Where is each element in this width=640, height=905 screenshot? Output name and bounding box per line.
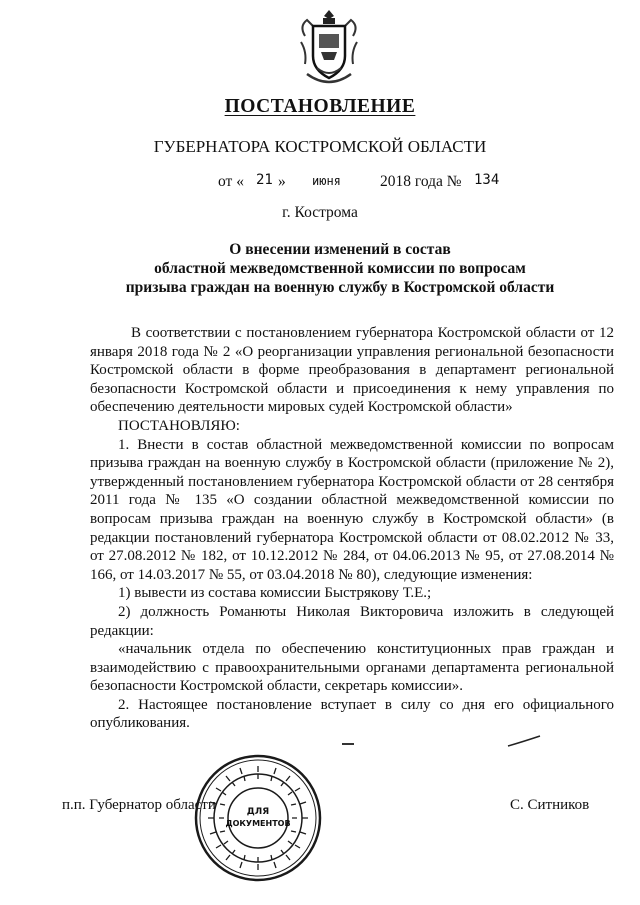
document-body	[90, 324, 614, 733]
resolve-word: ПОСТАНОВЛЯЮ:	[118, 417, 240, 434]
date-day: 21	[256, 172, 273, 188]
date-year: 2018 года №	[380, 173, 462, 190]
quoted-position: «начальник отдела по обеспечению конституционных прав граждан и взаимодействию с правоохранительными органами департамента региональной безопасности Костромской области, секретарь комиссии».	[90, 641, 614, 695]
document-number: 134	[474, 172, 500, 188]
seal-center-line2: ДОКУМЕНТОВ	[225, 819, 291, 828]
signatory-name: С. Ситников	[510, 797, 590, 813]
coat-of-arms-icon	[297, 8, 361, 86]
item-1: 1. Внести в состав областной межведомственной комиссии по вопросам призыва граждан на военную службу в Костромской области (приложение № 2), утвержденный постановлением губернатора Костромской области от 28 сентября 2011 года № 135 «О создании областной межведомственной комиссии по вопросам призыва граждан на военную службу в Костромской области» (в редакции постановлений губернатора Костромской области от 08.02.2012 № 33, от 27.08.2012 № 182, от 10.12.2012 № 284, от 04.06.2013 № 95, от 27.08.2014 № 166, от 14.03.2017 № 55, от 03.04.2018 № 80), следующие изменения:	[90, 436, 614, 583]
date-month: июня	[312, 174, 341, 188]
seal-center-line1: ДЛЯ	[246, 807, 270, 817]
official-seal-icon	[192, 752, 324, 884]
document-title: ПОСТАНОВЛЕНИЕ	[224, 96, 416, 117]
document-subtitle: ГУБЕРНАТОРА КОСТРОМСКОЙ ОБЛАСТИ	[153, 137, 487, 156]
preamble: В соответствии с постановлением губернатора Костромской области от 12 января 2018 года № 2 «О реорганизации управления региональной безопасности Костромской области в форме преобразования в департамент региональной безопасности Костромской области и присоединения к нему управления по обеспечению деятельности мировых судей Костромской области»	[90, 325, 614, 416]
heading-line: О внесении изменений в состав	[229, 241, 451, 258]
date-close: »	[278, 173, 286, 190]
pen-stroke-icon	[506, 734, 542, 748]
subitem-2: 2) должность Романюты Николая Викторовича изложить в следующей редакции:	[90, 603, 614, 639]
document-heading	[60, 240, 620, 297]
city: г. Кострома	[282, 204, 358, 221]
subitem-1: 1) вывести из состава комиссии Быстрякову Т.Е.;	[118, 585, 432, 602]
signatory-title: п.п. Губернатор области	[62, 797, 216, 813]
heading-line: призыва граждан на военную службу в Костромской области	[125, 279, 555, 296]
heading-line: областной межведомственной комиссии по вопросам	[154, 260, 526, 277]
item-2: 2. Настоящее постановление вступает в силу со дня его официального опубликования.	[90, 696, 614, 732]
date-prefix: от «	[218, 173, 244, 190]
pen-mark	[342, 743, 354, 745]
